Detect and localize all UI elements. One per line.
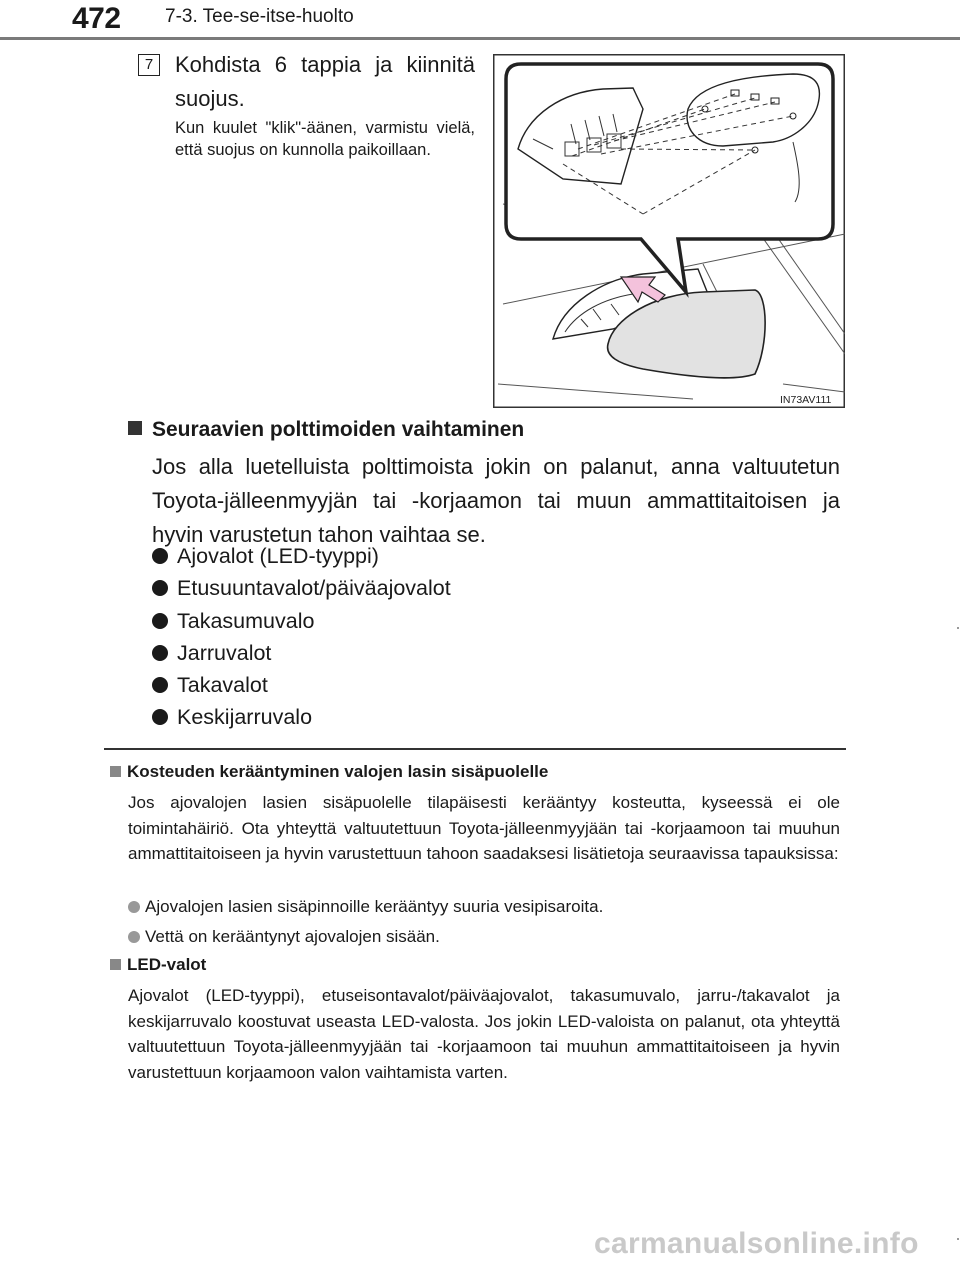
mirror-cover-illustration (493, 54, 845, 408)
list-item: Ajovalojen lasien sisäpinnoille kerääntyy suuria vesipisaroita. (128, 892, 603, 922)
info-paragraph-led: Ajovalot (LED-tyyppi), etuseisontavalot/päiväajovalot, takasumuvalo, jarru-/takavalot ja keskijarruvalo koostuvat useasta LED-valosta. Jos jokin LED-valoista on palanut, ota yhteyttä valtuutettuun Toyota-jälleenmyyjään tai -korjaamoon tai muuhun ammattitaitoiseen ja hyvin varustettuun korjaamoon valon vaihtamista varten. (128, 986, 840, 1083)
bullet-icon (152, 677, 168, 693)
bullet-icon (152, 613, 168, 629)
square-bullet-icon (110, 959, 121, 970)
list-item: Etusuuntavalot/päiväajovalot (152, 572, 451, 604)
illustration-code: IN73AV111 (780, 394, 832, 406)
step-instruction: Kohdista 6 tappia ja kiinnitä suojus. (175, 52, 475, 111)
step-number-badge: 7 (138, 54, 160, 76)
square-bullet-icon (128, 421, 142, 435)
bullet-icon (152, 548, 168, 564)
section-paragraph: Jos alla luetelluista polttimoista jokin on palanut, anna valtuutetun Toyota-jälleenmyyjän tai -korjaamon tai muun ammattitaitoisen ja hyvin varustetun tahon vaihtaa se. (152, 454, 840, 547)
info-heading-moisture: Kosteuden kerääntyminen valojen lasin sisäpuolelle (110, 762, 548, 782)
edge-mark (957, 627, 959, 629)
bullet-icon (128, 931, 140, 943)
page-number: 472 (72, 2, 121, 35)
list-item: Takasumuvalo (152, 605, 451, 637)
mirror-cover-illustration-icon (493, 54, 845, 408)
square-bullet-icon (110, 766, 121, 777)
header-divider (0, 37, 960, 40)
section-heading-text: Seuraavien polttimoiden vaihtaminen (152, 418, 525, 441)
section-heading (128, 418, 524, 442)
watermark: carmanualsonline.info (594, 1227, 919, 1260)
list-item: Ajovalot (LED-tyyppi) (152, 540, 451, 572)
section-title: 7-3. Tee-se-itse-huolto (165, 6, 354, 27)
info-heading-led: LED-valot (110, 955, 206, 975)
step-note: Kun kuulet "klik"-äänen, varmistu vielä, että suojus on kunnolla paikoillaan. (175, 119, 475, 159)
list-item: Jarruvalot (152, 637, 451, 669)
list-item: Keskijarruvalo (152, 701, 451, 733)
moisture-cases-list (128, 892, 603, 952)
section-divider (104, 748, 846, 750)
bullet-icon (152, 709, 168, 725)
list-item: Takavalot (152, 669, 451, 701)
bullet-icon (152, 580, 168, 596)
bullet-icon (152, 645, 168, 661)
list-item: Vettä on kerääntynyt ajovalojen sisään. (128, 922, 603, 952)
bulb-list (152, 540, 451, 734)
info-paragraph-moisture: Jos ajovalojen lasien sisäpuolelle tilapäisesti kerääntyy kosteutta, kyseessä ei ole toimintahäiriö. Ota yhteyttä valtuutettuun Toyota-jälleenmyyjään tai -korjaamoon tai muuhun ammattitaitoiseen ja hyvin varustettuun tahoon saadaksesi lisätietoja seuraavissa tapauksissa: (128, 793, 840, 864)
edge-mark (957, 1238, 959, 1240)
bullet-icon (128, 901, 140, 913)
